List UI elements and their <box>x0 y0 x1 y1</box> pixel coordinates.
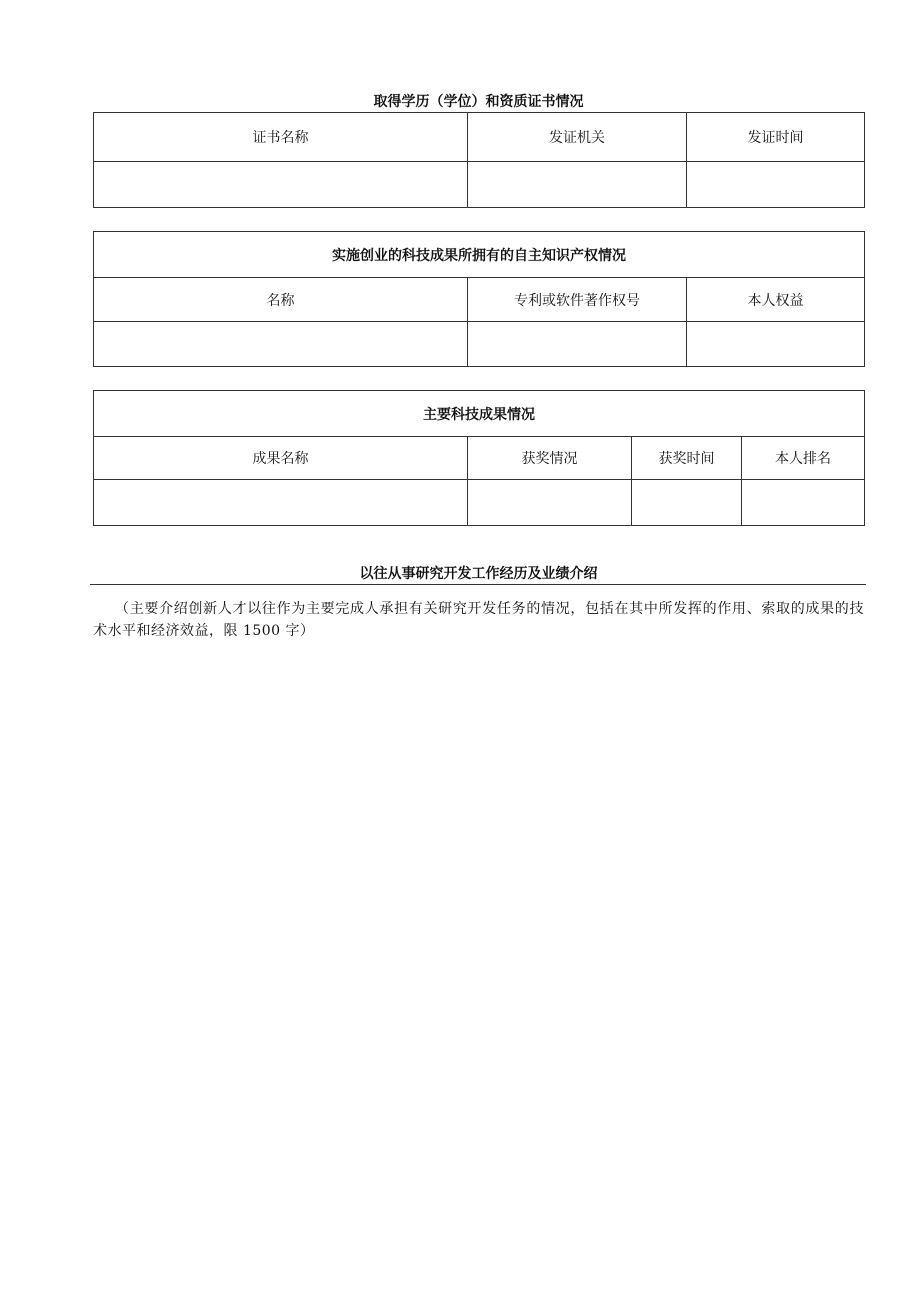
experience-title: 以往从事研究开发工作经历及业绩介绍 <box>359 566 598 582</box>
patent-number-cell[interactable] <box>468 322 687 367</box>
table-header-row <box>94 437 865 480</box>
personal-rights-cell[interactable] <box>687 322 865 367</box>
certificates-title: 取得学历（学位）和资质证书情况 <box>373 94 584 110</box>
table-row <box>94 162 865 208</box>
issue-date-cell[interactable] <box>687 162 865 208</box>
table-row <box>94 322 865 367</box>
header-cert-name: 证书名称 <box>94 113 468 162</box>
achievement-name-cell[interactable] <box>94 480 468 526</box>
certificates-table <box>93 112 865 208</box>
ip-name-cell[interactable] <box>94 322 468 367</box>
achievements-table <box>93 390 865 526</box>
table-title-row <box>94 391 865 437</box>
award-date-cell[interactable] <box>632 480 742 526</box>
table-header-row <box>94 278 865 322</box>
experience-instruction: （主要介绍创新人才以往作为主要完成人承担有关研究开发任务的情况，包括在其中所发挥的作用、索取的成果的技术水平和经济效益，限 1500 字） <box>93 601 864 639</box>
header-name: 名称 <box>94 278 468 322</box>
header-issue-date: 发证时间 <box>687 113 865 162</box>
personal-rank-cell[interactable] <box>742 480 865 526</box>
header-personal-rank: 本人排名 <box>742 437 865 480</box>
header-patent-number: 专利或软件著作权号 <box>468 278 687 322</box>
award-status-cell[interactable] <box>468 480 632 526</box>
header-personal-rights: 本人权益 <box>687 278 865 322</box>
header-issuing-authority: 发证机关 <box>468 113 687 162</box>
ip-table <box>93 231 865 367</box>
table-row <box>94 480 865 526</box>
header-award-status: 获奖情况 <box>468 437 632 480</box>
header-award-date: 获奖时间 <box>632 437 742 480</box>
achievements-title: 主要科技成果情况 <box>94 391 865 437</box>
table-header-row <box>94 113 865 162</box>
ip-title: 实施创业的科技成果所拥有的自主知识产权情况 <box>94 232 865 278</box>
divider <box>90 584 866 585</box>
cert-name-cell[interactable] <box>94 162 468 208</box>
table-title-row <box>94 232 865 278</box>
header-achievement-name: 成果名称 <box>94 437 468 480</box>
issuing-authority-cell[interactable] <box>468 162 687 208</box>
